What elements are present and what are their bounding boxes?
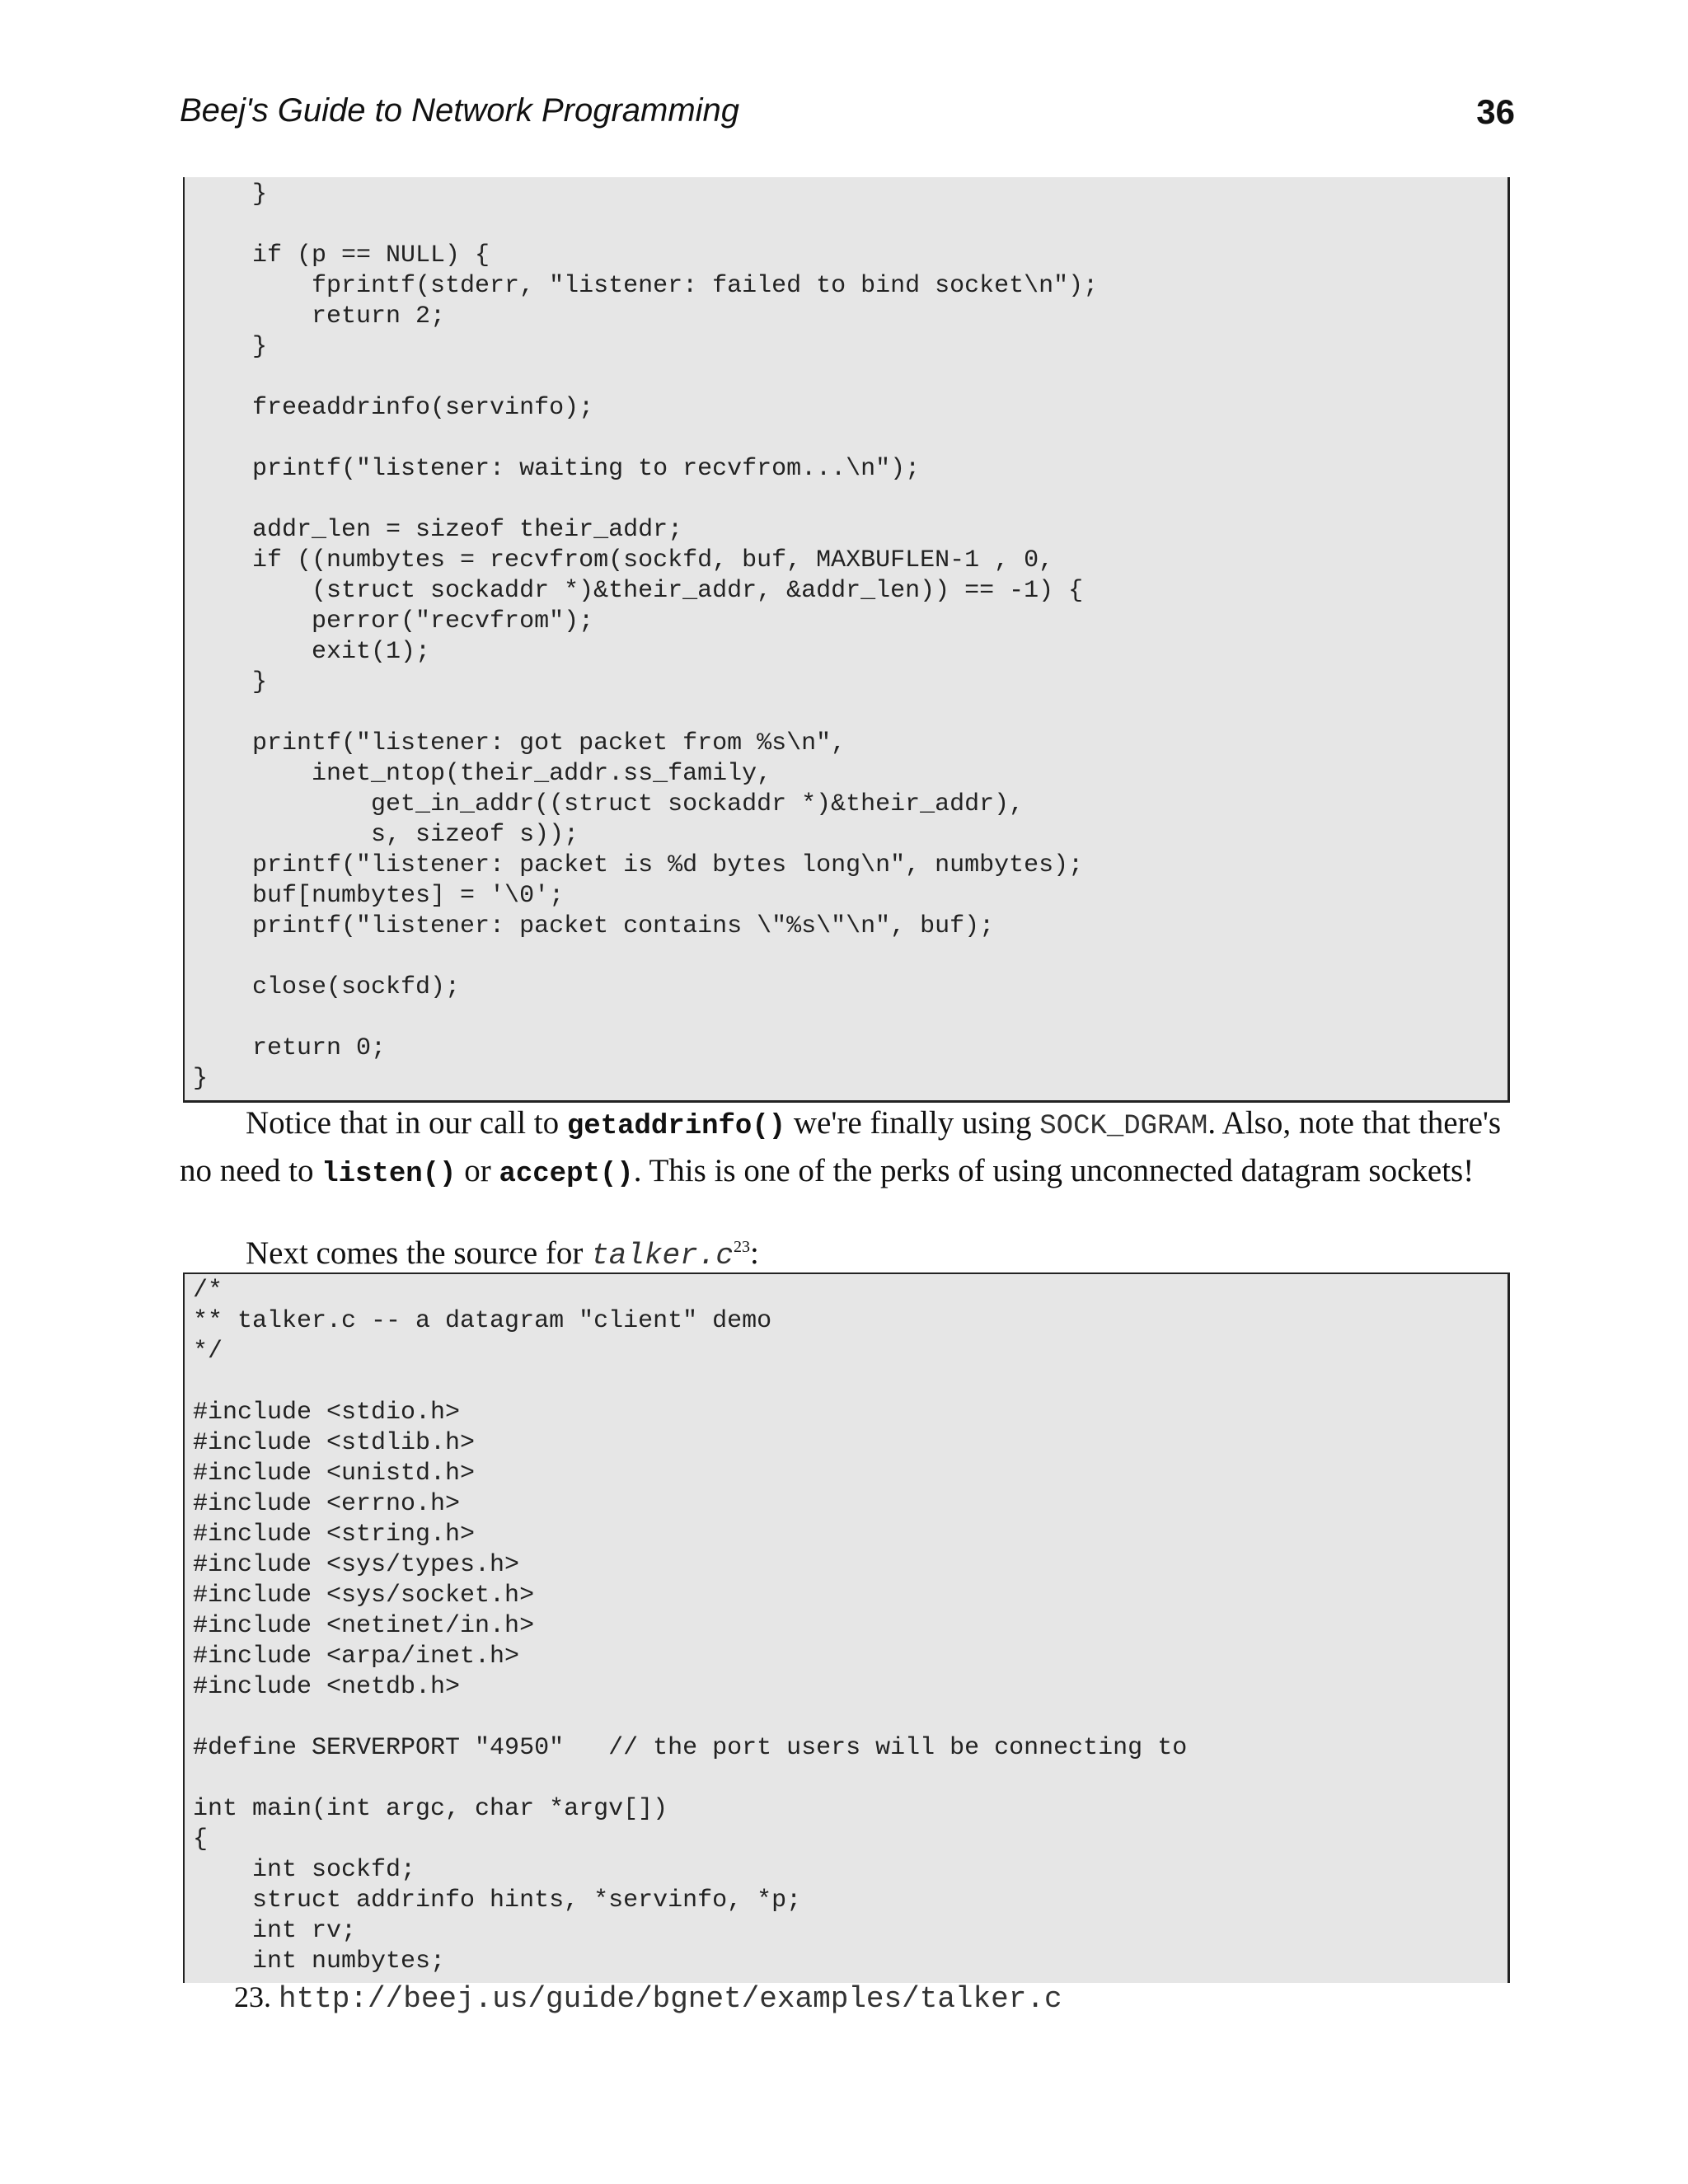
text-run: : [749, 1235, 759, 1271]
paragraph-getaddrinfo-note [180, 1101, 1512, 1197]
page-number: 36 [1476, 92, 1515, 131]
footnote-number: 23. [234, 1980, 271, 2013]
running-header-title: Beej's Guide to Network Programming [180, 92, 740, 129]
footnote [234, 1980, 1062, 2016]
code-text: } if (p == NULL) { fprintf(stderr, "listener: failed to bind socket\n"); return 2; } freeaddrinfo(servinfo); printf("listener: waiting to recvfrom...\n"); addr_len = sizeof their_addr; if ((numbytes = recvfrom(sockfd, buf, MAXBUFLEN-1 , 0, (struct sockaddr *)&their_addr, &addr_len)) == -1) { perror("recvfrom"); exit(1); } printf("listener: got packet from %s\n", inet_ntop(their_addr.ss_family, get_in_addr((struct sockaddr *)&their_addr), s, sizeof s)); printf("listener: packet is %d bytes long\n", numbytes); buf[numbytes] = '\0'; printf("listener: packet contains \"%s\"\n", buf); close(sockfd); return 0; } [193, 180, 1099, 1093]
paragraph-talker-intro [180, 1225, 1512, 1278]
code-block-talker [183, 1272, 1510, 1983]
code-getaddrinfo: getaddrinfo() [566, 1111, 786, 1142]
code-accept: accept() [499, 1159, 634, 1190]
text-run: we're finally using [785, 1105, 1040, 1141]
footnote-url-link[interactable]: http://beej.us/guide/bgnet/examples/talker.c [279, 1982, 1062, 2016]
text-run: or [456, 1153, 499, 1188]
text-run: Next comes the source for [246, 1235, 592, 1271]
text-run: Notice that in our call to [246, 1105, 567, 1141]
code-sock-dgram: SOCK_DGRAM [1039, 1111, 1208, 1142]
text-run: . This is one of the perks of using unconnected datagram sockets! [633, 1153, 1475, 1188]
filename-talker-c: talker.c [591, 1239, 734, 1272]
code-listen: listen() [321, 1159, 457, 1190]
text-run: . Also, note that there's no need to [180, 1105, 1502, 1188]
code-text: /* ** talker.c -- a datagram "client" demo */ #include <stdio.h> #include <stdlib.h> #include <unistd.h> #include <errno.h> #include <string.h> #include <sys/types.h> #include <sys/socket.h> #include <netinet/in.h> #include <arpa/inet.h> #include <netdb.h> #define SERVERPORT "4950" // the port users will be connecting to int main(int argc, char *argv[]) { int sockfd; struct addrinfo hints, *servinfo, *p; int rv; int numbytes; [193, 1277, 1188, 1975]
footnote-reference[interactable]: 23 [733, 1238, 750, 1256]
code-block-listener-continued [183, 177, 1510, 1103]
